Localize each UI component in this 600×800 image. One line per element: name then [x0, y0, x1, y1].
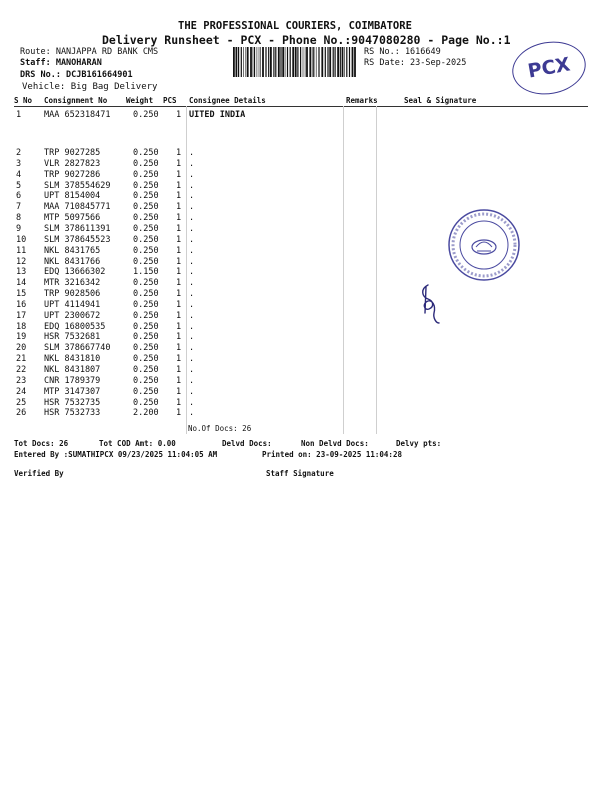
row-pcs: 1: [176, 213, 182, 224]
row-pcs: 1: [176, 191, 182, 202]
official-seal: [446, 207, 522, 283]
row-pcs: 1: [176, 321, 182, 332]
row-sno: 16: [16, 299, 27, 310]
barcode-image: [233, 47, 358, 77]
row-sno: 14: [16, 278, 27, 289]
row-pcs: 1: [176, 354, 182, 365]
row-consignment: VLR 2827823: [44, 158, 101, 169]
row-weight: 0.250: [133, 110, 159, 120]
row-sno: 7: [16, 202, 22, 213]
row-details: .: [189, 321, 195, 332]
row-weight: 0.250: [133, 158, 159, 169]
printed-on: Printed on: 23-09-2025 11:04:28: [262, 450, 402, 459]
pcx-stamp: PCX: [508, 36, 590, 100]
row-pcs: 1: [176, 169, 182, 180]
row-sno: 25: [16, 397, 27, 408]
row-details: .: [189, 397, 195, 408]
row-details: .: [189, 278, 195, 289]
row-consignment: SLM 378645523: [44, 234, 111, 245]
verified-by: Verified By: [14, 469, 64, 478]
row-sno: 12: [16, 256, 27, 267]
route-label: Route: NANJAPPA RD BANK CMS: [20, 47, 159, 57]
drs-number: DRS No.: DCJB161664901: [20, 70, 133, 80]
row-weight: 0.250: [133, 180, 159, 191]
row-consignment: TRP 9027285: [44, 148, 101, 158]
col-seal: Seal & Signature: [404, 96, 477, 105]
delivered-docs: Delvd Docs:: [222, 439, 272, 448]
row-weight: 0.250: [133, 343, 159, 354]
row-details: .: [189, 213, 195, 224]
total-docs: Tot Docs: 26: [14, 439, 69, 448]
row-details: .: [189, 386, 195, 397]
company-name: THE PROFESSIONAL COURIERS, COIMBATORE: [178, 20, 412, 32]
table-row: [0, 181, 600, 192]
row-sno: 26: [16, 408, 27, 419]
table-row: [0, 311, 600, 322]
row-weight: 0.250: [133, 169, 159, 180]
row-sno: 6: [16, 191, 22, 202]
row-consignment: NKL 8431810: [44, 354, 101, 365]
row-sno: 22: [16, 365, 27, 375]
row-pcs: 1: [176, 180, 182, 191]
row-details: .: [189, 267, 195, 278]
row-consignment: MAA 652318471: [44, 110, 111, 120]
row-details: .: [189, 299, 195, 310]
row-consignment: MTR 3216342: [44, 278, 101, 289]
row-weight: 0.250: [133, 321, 159, 332]
delivery-points: Delvy pts:: [396, 439, 442, 448]
row-pcs: 1: [176, 278, 182, 289]
row-weight: 0.250: [133, 278, 159, 289]
row-details: .: [189, 365, 195, 375]
row-consignment: HSR 7532735: [44, 397, 101, 408]
row-details: .: [189, 234, 195, 245]
row-weight: 0.250: [133, 299, 159, 310]
row-weight: 0.250: [133, 289, 159, 300]
row-pcs: 1: [176, 408, 182, 419]
runsheet-title: Delivery Runsheet - PCX - Phone No.:9047080280 - Page No.:1: [102, 33, 511, 47]
row-details: .: [189, 310, 195, 321]
table-row: [0, 289, 600, 300]
row-consignment: SLM 378667740: [44, 343, 111, 354]
total-cod-amount: Tot COD Amt: 0.00: [99, 439, 176, 448]
handwritten-signature: [416, 283, 446, 325]
row-details: .: [189, 289, 195, 300]
row-pcs: 1: [176, 267, 182, 278]
row-sno: 8: [16, 213, 22, 224]
row-sno: 11: [16, 245, 27, 256]
row-details: .: [189, 191, 195, 202]
row-pcs: 1: [176, 202, 182, 213]
row-consignment: UPT 8154004: [44, 191, 101, 202]
row-pcs: 1: [176, 256, 182, 267]
col-remarks: Remarks: [346, 96, 378, 105]
table-row: [0, 322, 600, 333]
row-sno: 24: [16, 386, 27, 397]
rs-number: RS No.: 1616649: [364, 47, 441, 57]
row-sno: 13: [16, 267, 27, 278]
row-sno: 21: [16, 354, 27, 365]
row-details: .: [189, 354, 195, 365]
row-details: .: [189, 158, 195, 169]
row-sno: 1: [16, 110, 22, 120]
row-weight: 0.250: [133, 202, 159, 213]
row-consignment: TRP 9028506: [44, 289, 101, 300]
row-consignment: NKL 8431766: [44, 256, 101, 267]
row-sno: 5: [16, 180, 22, 191]
row-sno: 18: [16, 321, 27, 332]
table-row: [0, 387, 600, 398]
row-details: UITED INDIA: [189, 110, 246, 120]
table-row: [0, 376, 600, 387]
vehicle-label: Vehicle: Big Bag Delivery: [22, 82, 158, 92]
col-pcs: PCS: [163, 96, 177, 105]
row-consignment: MTP 3147307: [44, 386, 101, 397]
row-consignment: SLM 378611391: [44, 223, 111, 234]
row-pcs: 1: [176, 148, 182, 158]
row-consignment: SLM 378554629: [44, 180, 111, 191]
row-details: .: [189, 256, 195, 267]
row-sno: 9: [16, 223, 22, 234]
row-details: .: [189, 223, 195, 234]
row-pcs: 1: [176, 234, 182, 245]
row-pcs: 1: [176, 386, 182, 397]
table-row: [0, 300, 600, 311]
table-row: [0, 332, 600, 343]
row-sno: 20: [16, 343, 27, 354]
row-weight: 0.250: [133, 375, 159, 386]
table-row: [0, 408, 600, 419]
no-of-docs: No.Of Docs: 26: [188, 424, 252, 433]
row-pcs: 1: [176, 310, 182, 321]
row-weight: 2.200: [133, 408, 159, 419]
col-weight: Weight: [126, 96, 154, 105]
row-sno: 3: [16, 158, 22, 169]
row-consignment: MTP 5097566: [44, 213, 101, 224]
col-consignment: Consignment No: [44, 96, 108, 105]
row-details: .: [189, 180, 195, 191]
row-details: .: [189, 245, 195, 256]
row-sno: 10: [16, 234, 27, 245]
row-sno: 2: [16, 148, 22, 158]
row-consignment: EDQ 13666302: [44, 267, 106, 278]
table-row: [0, 170, 600, 181]
row-pcs: 1: [176, 365, 182, 375]
row-consignment: NKL 8431807: [44, 365, 101, 375]
row-details: .: [189, 408, 195, 419]
row-pcs: 1: [176, 343, 182, 354]
row-pcs: 1: [176, 375, 182, 386]
row-pcs: 1: [176, 223, 182, 234]
row-weight: 0.250: [133, 148, 159, 158]
row-weight: 0.250: [133, 191, 159, 202]
row-details: .: [189, 375, 195, 386]
row-sno: 15: [16, 289, 27, 300]
table-row: [0, 343, 600, 354]
row-pcs: 1: [176, 332, 182, 343]
row-weight: 0.250: [133, 223, 159, 234]
row-weight: 0.250: [133, 354, 159, 365]
row-details: .: [189, 169, 195, 180]
table-row: [0, 148, 600, 159]
row-consignment: HSR 7532733: [44, 408, 101, 419]
row-weight: 0.250: [133, 332, 159, 343]
staff-signature: Staff Signature: [266, 469, 334, 478]
row-consignment: TRP 9027286: [44, 169, 101, 180]
row-pcs: 1: [176, 397, 182, 408]
row-weight: 0.250: [133, 234, 159, 245]
row-consignment: EDQ 16800535: [44, 321, 106, 332]
table-row: [0, 365, 600, 376]
row-weight: 1.150: [133, 267, 159, 278]
row-weight: 0.250: [133, 310, 159, 321]
col-sno: S No: [14, 96, 33, 105]
table-row: [0, 110, 600, 121]
row-consignment: UPT 4114941: [44, 299, 101, 310]
table-row: [0, 398, 600, 409]
row-details: .: [189, 332, 195, 343]
row-weight: 0.250: [133, 386, 159, 397]
table-row: [0, 159, 600, 170]
row-details: .: [189, 202, 195, 213]
row-consignment: MAA 710845771: [44, 202, 111, 213]
row-sno: 4: [16, 169, 22, 180]
row-sno: 19: [16, 332, 27, 343]
col-details: Consignee Details: [189, 96, 266, 105]
table-row: [0, 191, 600, 202]
entered-by: Entered By :SUMATHIPCX 09/23/2025 11:04:05 AM: [14, 450, 218, 459]
row-pcs: 1: [176, 245, 182, 256]
row-pcs: 1: [176, 289, 182, 300]
row-weight: 0.250: [133, 245, 159, 256]
rs-date: RS Date: 23-Sep-2025: [364, 58, 467, 68]
row-weight: 0.250: [133, 397, 159, 408]
row-weight: 0.250: [133, 256, 159, 267]
row-sno: 17: [16, 310, 27, 321]
row-consignment: CNR 1789379: [44, 375, 101, 386]
staff-label: Staff: MANOHARAN: [20, 58, 102, 68]
row-details: .: [189, 148, 195, 158]
row-pcs: 1: [176, 158, 182, 169]
row-consignment: NKL 8431765: [44, 245, 101, 256]
row-pcs: 1: [176, 299, 182, 310]
row-consignment: UPT 2300672: [44, 310, 101, 321]
row-weight: 0.250: [133, 213, 159, 224]
row-sno: 23: [16, 375, 27, 386]
row-consignment: HSR 7532681: [44, 332, 101, 343]
row-details: .: [189, 343, 195, 354]
row-pcs: 1: [176, 110, 182, 120]
non-delivered-docs: Non Delvd Docs:: [301, 439, 369, 448]
table-row: [0, 354, 600, 365]
row-weight: 0.250: [133, 365, 159, 375]
header-rule: [14, 106, 588, 107]
